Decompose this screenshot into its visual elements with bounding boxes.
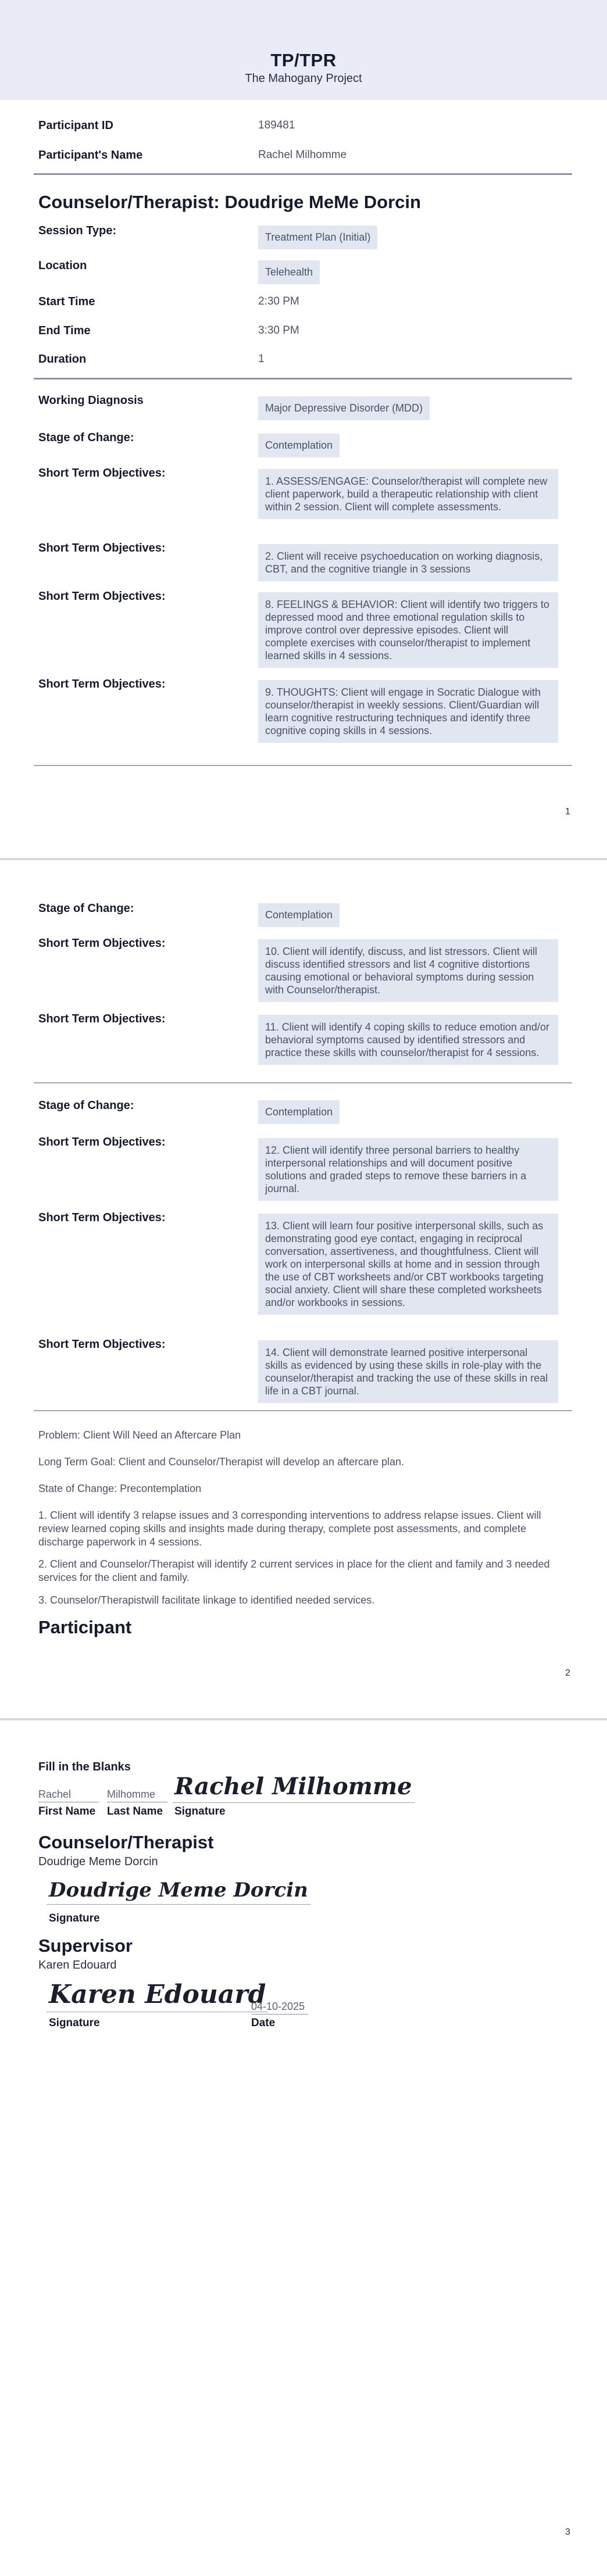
session-type-label: Session Type:	[38, 224, 117, 237]
objective-label: Short Term Objectives:	[38, 1012, 166, 1025]
divider	[34, 1410, 572, 1411]
objective-text: 13. Client will learn four positive interpersonal skills, such as demonstrating good eye contact, engaging in reciprocal conversation, assertiveness, and thoughtfulness. Client will work on interpersonal skills at home and in session through the use of CBT worksheets and/or CBT workbooks targeting social anxiety. Client will share these completed worksheets and/or workbooks in sessions.	[258, 1214, 558, 1315]
objective-text: 12. Client will identify three personal barriers to healthy interpersonal relationships and will document positive solutions and graded steps to remove these barriers in a journal.	[258, 1138, 558, 1201]
supervisor-section-heading: Supervisor	[38, 1935, 133, 1956]
supervisor-date-field[interactable]: 04-10-2025	[251, 2001, 308, 2015]
divider	[34, 173, 572, 175]
supervisor-name: Karen Edouard	[38, 1959, 117, 1972]
divider	[34, 1082, 572, 1083]
objective-label: Short Term Objectives:	[38, 1338, 166, 1351]
objective-label: Short Term Objectives:	[38, 590, 166, 603]
objective-text: 8. FEELINGS & BEHAVIOR: Client will identify two triggers to depressed mood and three emotional regulation skills to improve control over depressive episodes. Client will complete exercises with counselor/therapist to implement learned skills in 4 sessions.	[258, 592, 558, 668]
objective-text: 2. Client will receive psychoeducation on working diagnosis, CBT, and the cognitive triangle in 3 sessions	[258, 544, 558, 581]
duration-value: 1	[258, 353, 265, 365]
signature-label: Signature	[49, 2017, 100, 2029]
stage-label: Stage of Change:	[38, 902, 134, 915]
aftercare-goal: Long Term Goal: Client and Counselor/Therapist will develop an aftercare plan.	[38, 1456, 405, 1468]
page-number: 1	[565, 807, 570, 817]
aftercare-problem: Problem: Client Will Need an Aftercare Plan	[38, 1429, 241, 1441]
first-name-label: First Name	[38, 1805, 96, 1817]
aftercare-stage: State of Change: Precontemplation	[38, 1483, 202, 1494]
end-time-label: End Time	[38, 324, 91, 337]
last-name-field[interactable]: Milhomme	[107, 1788, 167, 1802]
session-type-value: Treatment Plan (Initial)	[258, 226, 377, 249]
objective-label: Short Term Objectives:	[38, 467, 166, 480]
date-label: Date	[251, 2017, 276, 2029]
objective-label: Short Term Objectives:	[38, 1211, 166, 1224]
page-3	[0, 1720, 607, 2576]
objective-text: 9. THOUGHTS: Client will engage in Socratic Dialogue with counselor/therapist in weekly sessions. Client/Guardian will learn cognitive restructuring techniques and identify three cognitive coping skills in 4 sessions.	[258, 680, 558, 743]
objective-text: 10. Client will identify, discuss, and list stressors. Client will discuss identified stressors and list 4 cognitive distortions causing emotional or behavioral symptoms during session with Counselor/therapist.	[258, 939, 558, 1002]
counselor-section-heading: Counselor/Therapist	[38, 1832, 214, 1852]
stage-value: Contemplation	[258, 1100, 340, 1124]
participant-name-value: Rachel Milhomme	[258, 149, 347, 161]
start-time-value: 2:30 PM	[258, 295, 299, 307]
divider	[34, 765, 572, 766]
aftercare-item: 2. Client and Counselor/Therapist will identify 2 current services in place for the client and family and 3 needed services for the client and family.	[38, 1558, 550, 1583]
stage-label: Stage of Change:	[38, 431, 134, 444]
objective-text: 14. Client will demonstrate learned positive interpersonal skills as evidenced by using these skills in role-play with the counselor/therapist and tracking the use of these skills in real life in a CBT journal.	[258, 1340, 558, 1403]
location-label: Location	[38, 259, 87, 272]
page-number: 3	[565, 2527, 570, 2537]
supervisor-signature[interactable]: Karen Edouard	[47, 1980, 268, 2012]
location-value: Telehealth	[258, 260, 320, 284]
page-number: 2	[565, 1668, 570, 1678]
divider	[34, 378, 572, 380]
counselor-name: Doudrige Meme Dorcin	[38, 1855, 158, 1868]
first-name-field[interactable]: Rachel	[38, 1788, 99, 1802]
end-time-value: 3:30 PM	[258, 324, 299, 337]
counselor-heading: Counselor/Therapist: Doudrige MeMe Dorcin	[38, 192, 421, 212]
fill-in-title: Fill in the Blanks	[38, 1761, 131, 1773]
objective-label: Short Term Objectives:	[38, 937, 166, 950]
objective-label: Short Term Objectives:	[38, 678, 166, 690]
document-subtitle: The Mahogany Project	[245, 72, 362, 85]
objective-text: 1. ASSESS/ENGAGE: Counselor/therapist will complete new client paperwork, build a therapeutic relationship with client within 2 session. Client will complete assessments.	[258, 469, 558, 519]
page-2	[0, 860, 607, 1718]
participant-signature[interactable]: Rachel Milhomme	[172, 1773, 415, 1803]
stage-label: Stage of Change:	[38, 1099, 134, 1112]
participant-id-value: 189481	[258, 119, 295, 131]
counselor-signature[interactable]: Doudrige Meme Dorcin	[47, 1879, 310, 1905]
participant-name-label: Participant's Name	[38, 149, 143, 162]
last-name-label: Last Name	[107, 1805, 163, 1817]
aftercare-item: 1. Client will identify 3 relapse issues and 3 corresponding interventions to address relapse issues. Client will review learned coping skills and insights made during therapy, complete post assessments, and complete discharge paperwork in 4 sessions.	[38, 1509, 541, 1548]
page-1	[0, 0, 607, 858]
signature-label: Signature	[49, 1912, 100, 1924]
stage-value: Contemplation	[258, 434, 340, 457]
start-time-label: Start Time	[38, 295, 95, 308]
objective-text: 11. Client will identify 4 coping skills to reduce emotion and/or behavioral symptoms caused by identified stressors and practice these skills with counselor/therapist for 4 sessions.	[258, 1015, 558, 1065]
participant-id-label: Participant ID	[38, 119, 113, 132]
signature-label: Signature	[174, 1805, 226, 1817]
objective-label: Short Term Objectives:	[38, 542, 166, 554]
diagnosis-value: Major Depressive Disorder (MDD)	[258, 396, 430, 420]
participant-heading: Participant	[38, 1617, 132, 1637]
document-title: TP/TPR	[270, 50, 337, 70]
diagnosis-label: Working Diagnosis	[38, 394, 144, 407]
stage-value: Contemplation	[258, 903, 340, 927]
objective-label: Short Term Objectives:	[38, 1136, 166, 1149]
duration-label: Duration	[38, 353, 87, 366]
aftercare-item: 3. Counselor/Therapistwill facilitate linkage to identified needed services.	[38, 1594, 375, 1606]
